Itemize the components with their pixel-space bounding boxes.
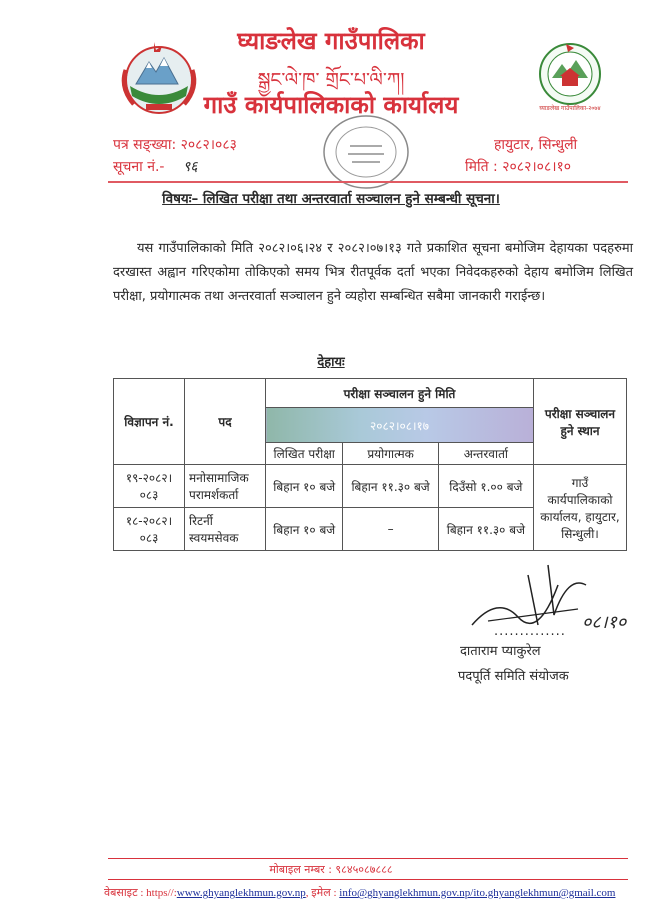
row-ad-number: १९-२०८२।०८३ [114,465,185,508]
table-row [114,465,627,508]
date-label: मिति : [465,159,498,175]
signature-date: ०८।१० [582,612,627,633]
row-post: मनोसामाजिक परामर्शकर्ता [185,465,266,508]
municipality-title: घ्याङलेख गाउँपालिका [237,27,425,55]
signatory-role: पदपूर्ति समिति संयोजक [458,669,569,684]
col-practical: प्रयोगात्मक [343,443,438,465]
office-location: हायुटार, सिन्धुली [494,137,578,153]
website-link[interactable]: www.ghyanglekhmun.gov.np [176,887,306,899]
notice-subject: विषयः– लिखित परीक्षा तथा अन्तरवार्ता सञ्चालन हुने सम्बन्धी सूचना। [162,191,500,207]
row-ad-number: १८-२०८२।०८३ [114,508,185,551]
row-interview: दिउँसो १.०० बजे [438,465,533,508]
notice-number-value: ९६ [182,159,198,175]
venue-cell: गाउँ कार्यपालिकाको कार्यालय, हायुटार, सिन्धुली। [534,465,627,551]
signatory-name: दाताराम प्याकुरेल [460,644,541,659]
signature-scribble [468,555,598,635]
letter-number-label: पत्र सङ्ख्या: [113,137,177,153]
row-practical: – [343,508,438,551]
notice-body: यस गाउँपालिकाको मिति २०८२।०६।२४ र २०८२।०७।१३ गते प्रकाशित सूचना बमोजिम देहायका पदहरुमा दरखास्त अह्वान गरिएकोमा तोकिएको समय भित्र रीतपूर्वक दर्ता भएका निवेदकहरुको देहाय बमोजिम लिखित परीक्षा, प्रयोगात्मक तथा अन्तरवार्ता सञ्चालन हुने व्यहोरा सम्बन्धित सबैमा जानकारी गराईन्छ। [113,241,633,304]
col-venue: परीक्षा सञ्चालन हुने स्थान [534,379,627,465]
email-link[interactable]: info@ghyanglekhmun.gov.np/ito.ghyanglekhmun@gmail.com [339,887,616,899]
date-value: २०८२।०८।१० [502,159,572,175]
row-written: बिहान १० बजे [266,465,343,508]
header-divider [108,181,628,183]
row-post: रिटर्नी स्वयमसेवक [185,508,266,551]
row-interview: बिहान ११.३० बजे [438,508,533,551]
row-practical: बिहान ११.३० बजे [343,465,438,508]
footer-contact [104,885,615,900]
letter-number-row [113,135,237,154]
notice-number-row [113,157,198,176]
footer-divider-bottom [108,879,628,880]
municipality-title-tibetan: སྒྱང་ལེ་ཁ་ གྲོང་པ་ལི་ཀ། [257,69,405,91]
footer-mobile: मोबाइल नम्बर : ९८४५०८७८८८ [269,863,393,876]
website-label: वेबसाइट : https//: [104,887,177,899]
footer-divider-top [108,858,628,859]
emblem-caption: घ्याङलेख गाउँपालिका-२०७४ [539,105,601,112]
exam-schedule-table [113,378,627,551]
col-exam-date: परीक्षा सञ्चालन हुने मिति [266,379,534,408]
letter-number-value: २०८२।०८३ [180,137,237,153]
dehay-heading: देहायः [317,355,345,370]
email-label: , इमेल : [305,887,337,899]
col-ad-number: विज्ञापन नं. [114,379,185,465]
row-written: बिहान १० बजे [266,508,343,551]
col-post: पद [185,379,266,465]
col-written: लिखित परीक्षा [266,443,343,465]
exam-date-cell: २०८२।०८।१७ [266,408,534,443]
office-stamp [320,112,412,192]
signature-dots: .............. [494,624,566,639]
date-row [465,157,571,176]
col-interview: अन्तरवार्ता [438,443,533,465]
notice-number-label: सूचना नं.- [113,159,165,175]
office-title: गाउँ कार्यपालिकाको कार्यालय [203,91,459,119]
